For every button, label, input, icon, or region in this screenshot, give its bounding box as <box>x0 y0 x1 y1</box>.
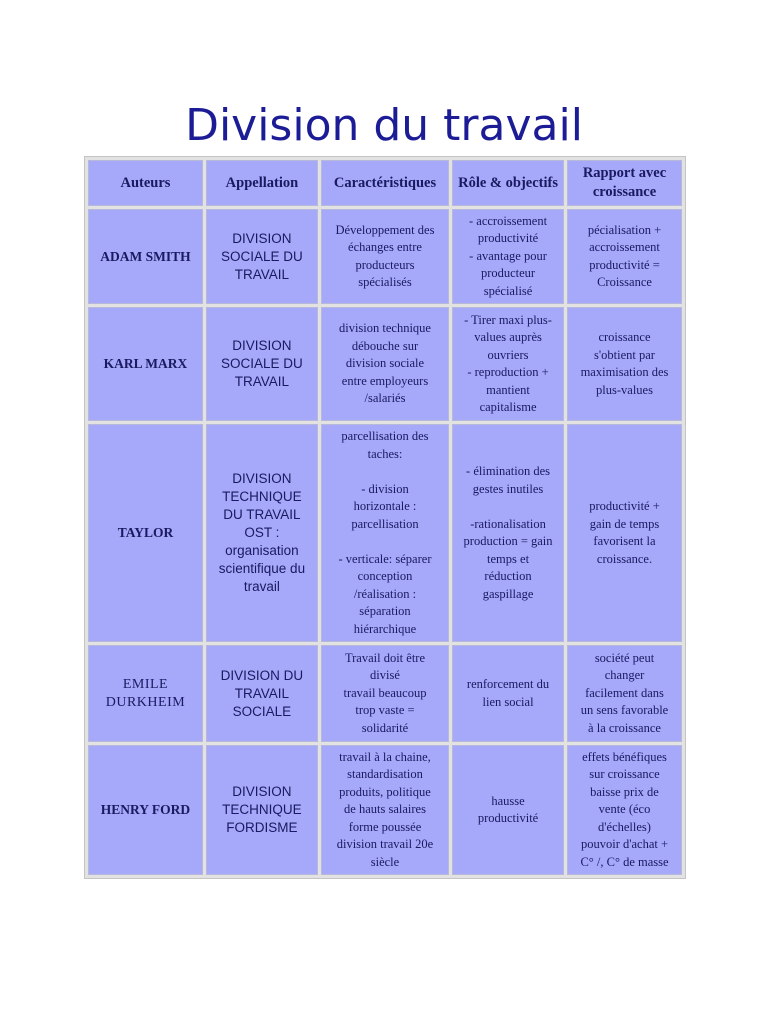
appellation-cell: DIVISION TECHNIQUE DU TRAVAIL OST : organisation scientifique du travail <box>206 424 318 642</box>
page-title: Division du travail <box>185 100 583 151</box>
header-role-objectifs: Rôle & objectifs <box>452 160 564 206</box>
table-row <box>88 645 682 742</box>
header-rapport-croissance: Rapport avec croissance <box>567 160 682 206</box>
appellation-cell: DIVISION DU TRAVAIL SOCIALE <box>206 645 318 742</box>
table-row <box>88 307 682 421</box>
header-auteurs: Auteurs <box>88 160 203 206</box>
table-row <box>88 424 682 642</box>
appellation-cell: DIVISION SOCIALE DU TRAVAIL <box>206 307 318 421</box>
table-header-row <box>88 160 682 206</box>
croissance-cell: productivité + gain de temps favorisent la croissance. <box>567 424 682 642</box>
role-cell: - élimination des gestes inutiles -rationalisation production = gain temps et réduction gaspillage <box>452 424 564 642</box>
appellation-cell: DIVISION TECHNIQUE FORDISME <box>206 745 318 875</box>
caracteristiques-cell: travail à la chaine, standardisation produits, politique de hauts salaires forme poussée division travail 20e siècle <box>321 745 449 875</box>
croissance-cell: société peut changer facilement dans un sens favorable à la croissance <box>567 645 682 742</box>
author-cell: HENRY FORD <box>88 745 203 875</box>
author-cell: ADAM SMITH <box>88 209 203 304</box>
croissance-cell: pécialisation + accroissement productivité = Croissance <box>567 209 682 304</box>
header-appellation: Appellation <box>206 160 318 206</box>
appellation-cell: DIVISION SOCIALE DU TRAVAIL <box>206 209 318 304</box>
role-cell: renforcement du lien social <box>452 645 564 742</box>
author-cell: TAYLOR <box>88 424 203 642</box>
table-row <box>88 745 682 875</box>
croissance-cell: effets bénéfiques sur croissance baisse prix de vente (éco d'échelles) pouvoir d'achat + C° /, C° de masse <box>567 745 682 875</box>
table-row <box>88 209 682 304</box>
caracteristiques-cell: Travail doit être divisé travail beaucoup trop vaste = solidarité <box>321 645 449 742</box>
croissance-cell: croissance s'obtient par maximisation des plus-values <box>567 307 682 421</box>
caracteristiques-cell: parcellisation des taches: - division horizontale : parcellisation - verticale: séparer conception /réalisation : séparation hiérarchique <box>321 424 449 642</box>
header-caracteristiques: Caractéristiques <box>321 160 449 206</box>
role-cell: - accroissement productivité - avantage pour producteur spécialisé <box>452 209 564 304</box>
caracteristiques-cell: Développement des échanges entre producteurs spécialisés <box>321 209 449 304</box>
role-cell: hausse productivité <box>452 745 564 875</box>
author-cell: KARL MARX <box>88 307 203 421</box>
role-cell: - Tirer maxi plus- values auprès ouvriers - reproduction + mantient capitalisme <box>452 307 564 421</box>
author-cell: EMILE DURKHEIM <box>88 645 203 742</box>
division-table <box>84 156 686 879</box>
caracteristiques-cell: division technique débouche sur division sociale entre employeurs /salariés <box>321 307 449 421</box>
